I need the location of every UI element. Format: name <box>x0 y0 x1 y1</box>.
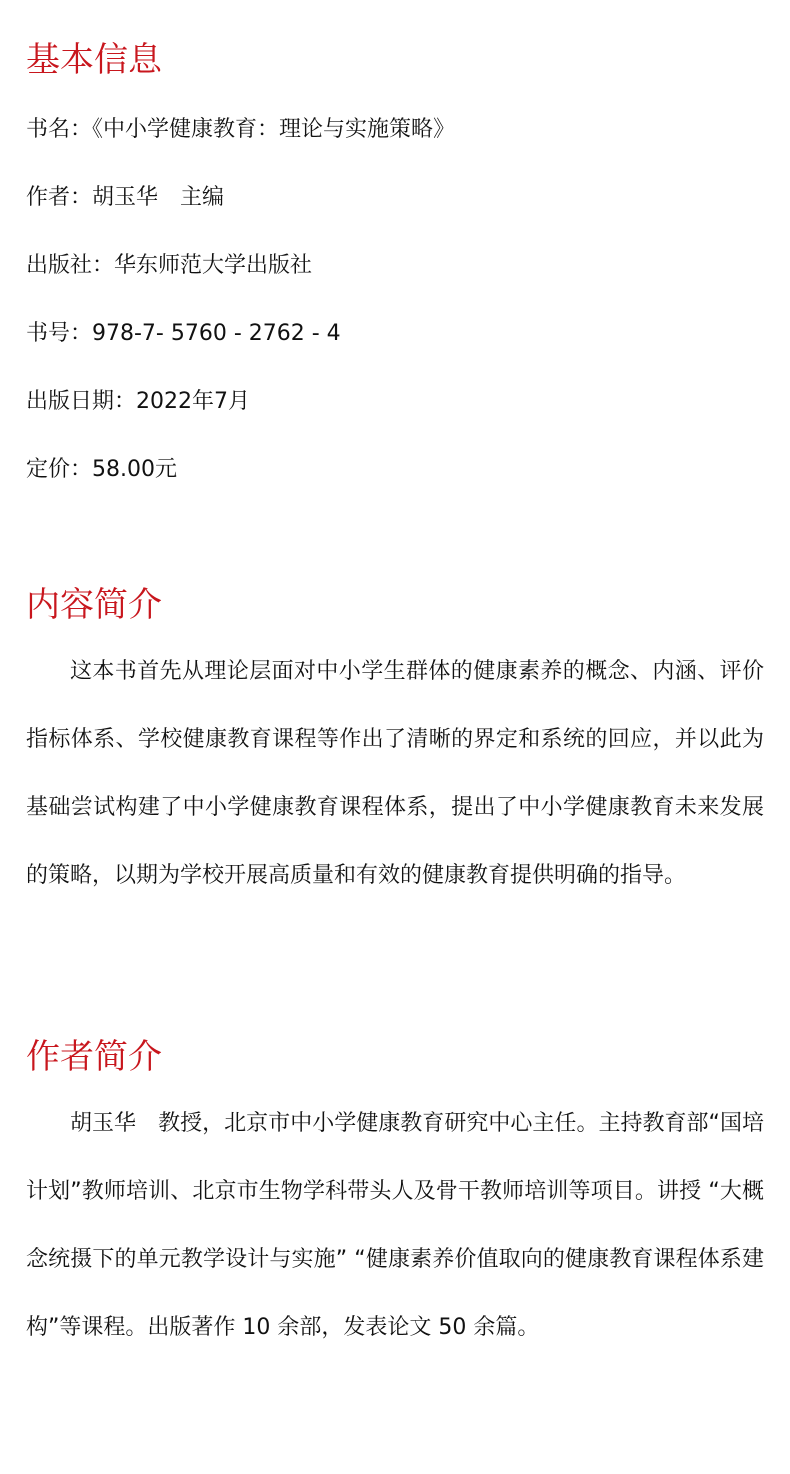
basic-info-heading: 基本信息 <box>26 40 162 80</box>
info-isbn: 书号：978-7- 5760 - 2762 - 4 <box>26 321 341 346</box>
info-book-title: 书名：《中小学健康教育：理论与实施策略》 <box>26 117 456 142</box>
info-price: 定价：58.00元 <box>26 457 177 482</box>
author-intro-paragraph: 胡玉华 教授，北京市中小学健康教育研究中心主任。主持教育部“国培计划”教师培训、北京市生物学科带头人及骨干教师培训等项目。讲授 “大概念统摄下的单元教学设计与实施” “健康素养价值取向的健康教育课程体系建构”等课程。出版著作 10 余部，发表论文 50 余篇。 <box>26 1111 764 1340</box>
info-author: 作者：胡玉华 主编 <box>26 185 225 210</box>
author-intro-heading: 作者简介 <box>26 1037 162 1077</box>
content-intro-heading: 内容简介 <box>26 585 162 625</box>
basic-info-list <box>26 112 455 520</box>
info-publish-date: 出版日期：2022年7月 <box>26 389 250 414</box>
info-publisher: 出版社：华东师范大学出版社 <box>26 253 313 278</box>
content-intro-paragraph: 这本书首先从理论层面对中小学生群体的健康素养的概念、内涵、评价指标体系、学校健康教育课程等作出了清晰的界定和系统的回应，并以此为基础尝试构建了中小学健康教育课程体系，提出了中小学健康教育未来发展的策略，以期为学校开展高质量和有效的健康教育提供明确的指导。 <box>26 659 764 888</box>
